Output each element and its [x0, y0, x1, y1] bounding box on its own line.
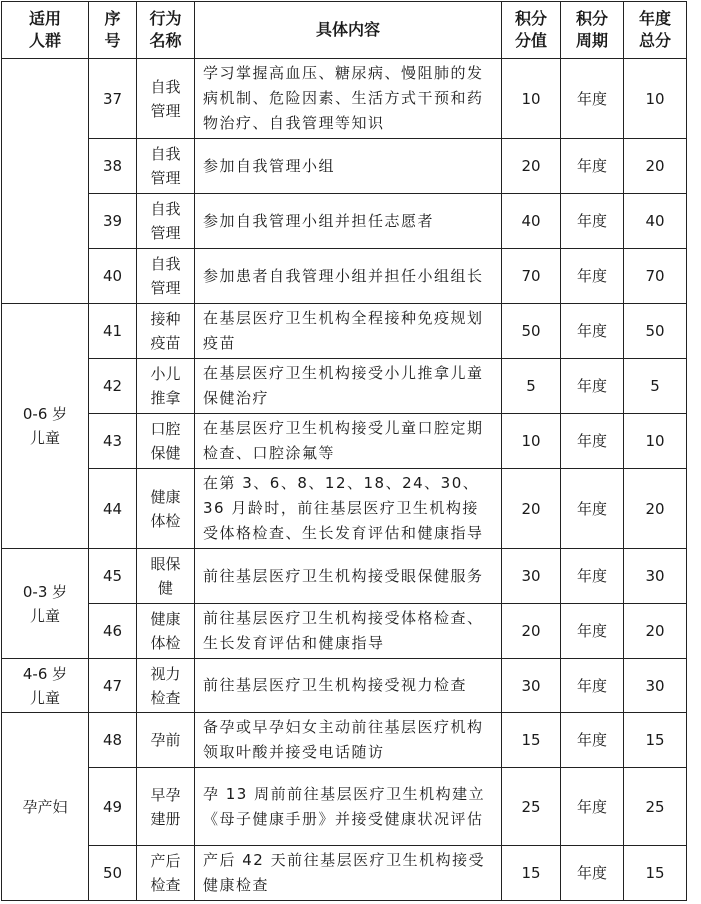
row-name: 健康 体检 — [137, 469, 195, 549]
row-name: 孕前 — [137, 713, 195, 768]
row-points: 50 — [502, 304, 561, 359]
row-no: 47 — [89, 659, 137, 713]
row-points: 40 — [502, 194, 561, 249]
row-total: 15 — [624, 846, 687, 901]
table-row — [2, 59, 687, 139]
row-cycle: 年度 — [561, 139, 624, 194]
row-cycle: 年度 — [561, 469, 624, 549]
row-content: 前往基层医疗卫生机构接受视力检查 — [195, 659, 502, 713]
row-total: 10 — [624, 59, 687, 139]
table-row — [2, 304, 687, 359]
row-content: 在第 3、6、8、12、18、24、30、36 月龄时，前往基层医疗卫生机构接受体格检查、生长发育评估和健康指导 — [195, 469, 502, 549]
table-row — [2, 846, 687, 901]
row-cycle: 年度 — [561, 194, 624, 249]
row-total: 50 — [624, 304, 687, 359]
row-content: 在基层医疗卫生机构全程接种免疫规划疫苗 — [195, 304, 502, 359]
row-no: 46 — [89, 604, 137, 659]
table-row — [2, 249, 687, 304]
row-points: 10 — [502, 414, 561, 469]
row-content: 参加自我管理小组 — [195, 139, 502, 194]
row-no: 39 — [89, 194, 137, 249]
row-content: 在基层医疗卫生机构接受儿童口腔定期检查、口腔涂氟等 — [195, 414, 502, 469]
row-cycle: 年度 — [561, 549, 624, 604]
row-content: 前往基层医疗卫生机构接受眼保健服务 — [195, 549, 502, 604]
points-table — [1, 1, 687, 901]
row-points: 70 — [502, 249, 561, 304]
group-cell: 0-6 岁 儿童 — [2, 304, 89, 549]
row-name: 视力 检查 — [137, 659, 195, 713]
row-content: 备孕或早孕妇女主动前往基层医疗机构领取叶酸并接受电话随访 — [195, 713, 502, 768]
row-name: 自我 管理 — [137, 139, 195, 194]
table-row — [2, 139, 687, 194]
row-points: 20 — [502, 469, 561, 549]
row-total: 20 — [624, 604, 687, 659]
row-name: 健康 体检 — [137, 604, 195, 659]
row-name: 自我 管理 — [137, 59, 195, 139]
row-cycle: 年度 — [561, 604, 624, 659]
row-no: 37 — [89, 59, 137, 139]
row-content: 前往基层医疗卫生机构接受体格检查、生长发育评估和健康指导 — [195, 604, 502, 659]
row-cycle: 年度 — [561, 249, 624, 304]
table-row — [2, 194, 687, 249]
table-row — [2, 713, 687, 768]
row-cycle: 年度 — [561, 846, 624, 901]
table-row — [2, 469, 687, 549]
row-no: 42 — [89, 359, 137, 414]
header-points: 积分 分值 — [502, 2, 561, 59]
table-row — [2, 659, 687, 713]
header-content: 具体内容 — [195, 2, 502, 59]
row-points: 5 — [502, 359, 561, 414]
row-points: 30 — [502, 549, 561, 604]
header-total: 年度 总分 — [624, 2, 687, 59]
row-name: 早孕 建册 — [137, 768, 195, 846]
group-cell: 孕产妇 — [2, 713, 89, 901]
row-total: 40 — [624, 194, 687, 249]
row-no: 43 — [89, 414, 137, 469]
row-points: 20 — [502, 139, 561, 194]
row-cycle: 年度 — [561, 713, 624, 768]
row-total: 5 — [624, 359, 687, 414]
group-cell: 0-3 岁 儿童 — [2, 549, 89, 659]
row-no: 45 — [89, 549, 137, 604]
row-no: 41 — [89, 304, 137, 359]
group-cell: 4-6 岁 儿童 — [2, 659, 89, 713]
row-name: 自我 管理 — [137, 194, 195, 249]
table-row — [2, 549, 687, 604]
row-cycle: 年度 — [561, 304, 624, 359]
row-content: 孕 13 周前前往基层医疗卫生机构建立《母子健康手册》并接受健康状况评估 — [195, 768, 502, 846]
header-behavior: 行为 名称 — [137, 2, 195, 59]
table-row — [2, 768, 687, 846]
row-content: 参加患者自我管理小组并担任小组组长 — [195, 249, 502, 304]
row-points: 20 — [502, 604, 561, 659]
row-no: 49 — [89, 768, 137, 846]
header-row — [2, 2, 687, 59]
table-row — [2, 604, 687, 659]
row-cycle: 年度 — [561, 768, 624, 846]
row-no: 50 — [89, 846, 137, 901]
row-cycle: 年度 — [561, 659, 624, 713]
table-row — [2, 359, 687, 414]
row-total: 70 — [624, 249, 687, 304]
table-row — [2, 414, 687, 469]
row-content: 学习掌握高血压、糖尿病、慢阻肺的发病机制、危险因素、生活方式干预和药物治疗、自我管理等知识 — [195, 59, 502, 139]
row-total: 30 — [624, 549, 687, 604]
row-cycle: 年度 — [561, 359, 624, 414]
row-total: 25 — [624, 768, 687, 846]
row-total: 30 — [624, 659, 687, 713]
row-total: 10 — [624, 414, 687, 469]
row-content: 产后 42 天前往基层医疗卫生机构接受健康检查 — [195, 846, 502, 901]
row-total: 20 — [624, 469, 687, 549]
row-content: 参加自我管理小组并担任志愿者 — [195, 194, 502, 249]
row-no: 44 — [89, 469, 137, 549]
row-content: 在基层医疗卫生机构接受小儿推拿儿童保健治疗 — [195, 359, 502, 414]
row-points: 10 — [502, 59, 561, 139]
row-points: 15 — [502, 713, 561, 768]
header-group: 适用 人群 — [2, 2, 89, 59]
row-no: 38 — [89, 139, 137, 194]
row-no: 40 — [89, 249, 137, 304]
row-no: 48 — [89, 713, 137, 768]
group-cell — [2, 59, 89, 304]
row-name: 接种 疫苗 — [137, 304, 195, 359]
row-points: 30 — [502, 659, 561, 713]
row-points: 25 — [502, 768, 561, 846]
header-no: 序 号 — [89, 2, 137, 59]
row-name: 产后 检查 — [137, 846, 195, 901]
row-name: 自我 管理 — [137, 249, 195, 304]
row-points: 15 — [502, 846, 561, 901]
row-name: 眼保 健 — [137, 549, 195, 604]
row-name: 小儿 推拿 — [137, 359, 195, 414]
row-cycle: 年度 — [561, 414, 624, 469]
row-name: 口腔 保健 — [137, 414, 195, 469]
row-cycle: 年度 — [561, 59, 624, 139]
header-cycle: 积分 周期 — [561, 2, 624, 59]
row-total: 20 — [624, 139, 687, 194]
row-total: 15 — [624, 713, 687, 768]
